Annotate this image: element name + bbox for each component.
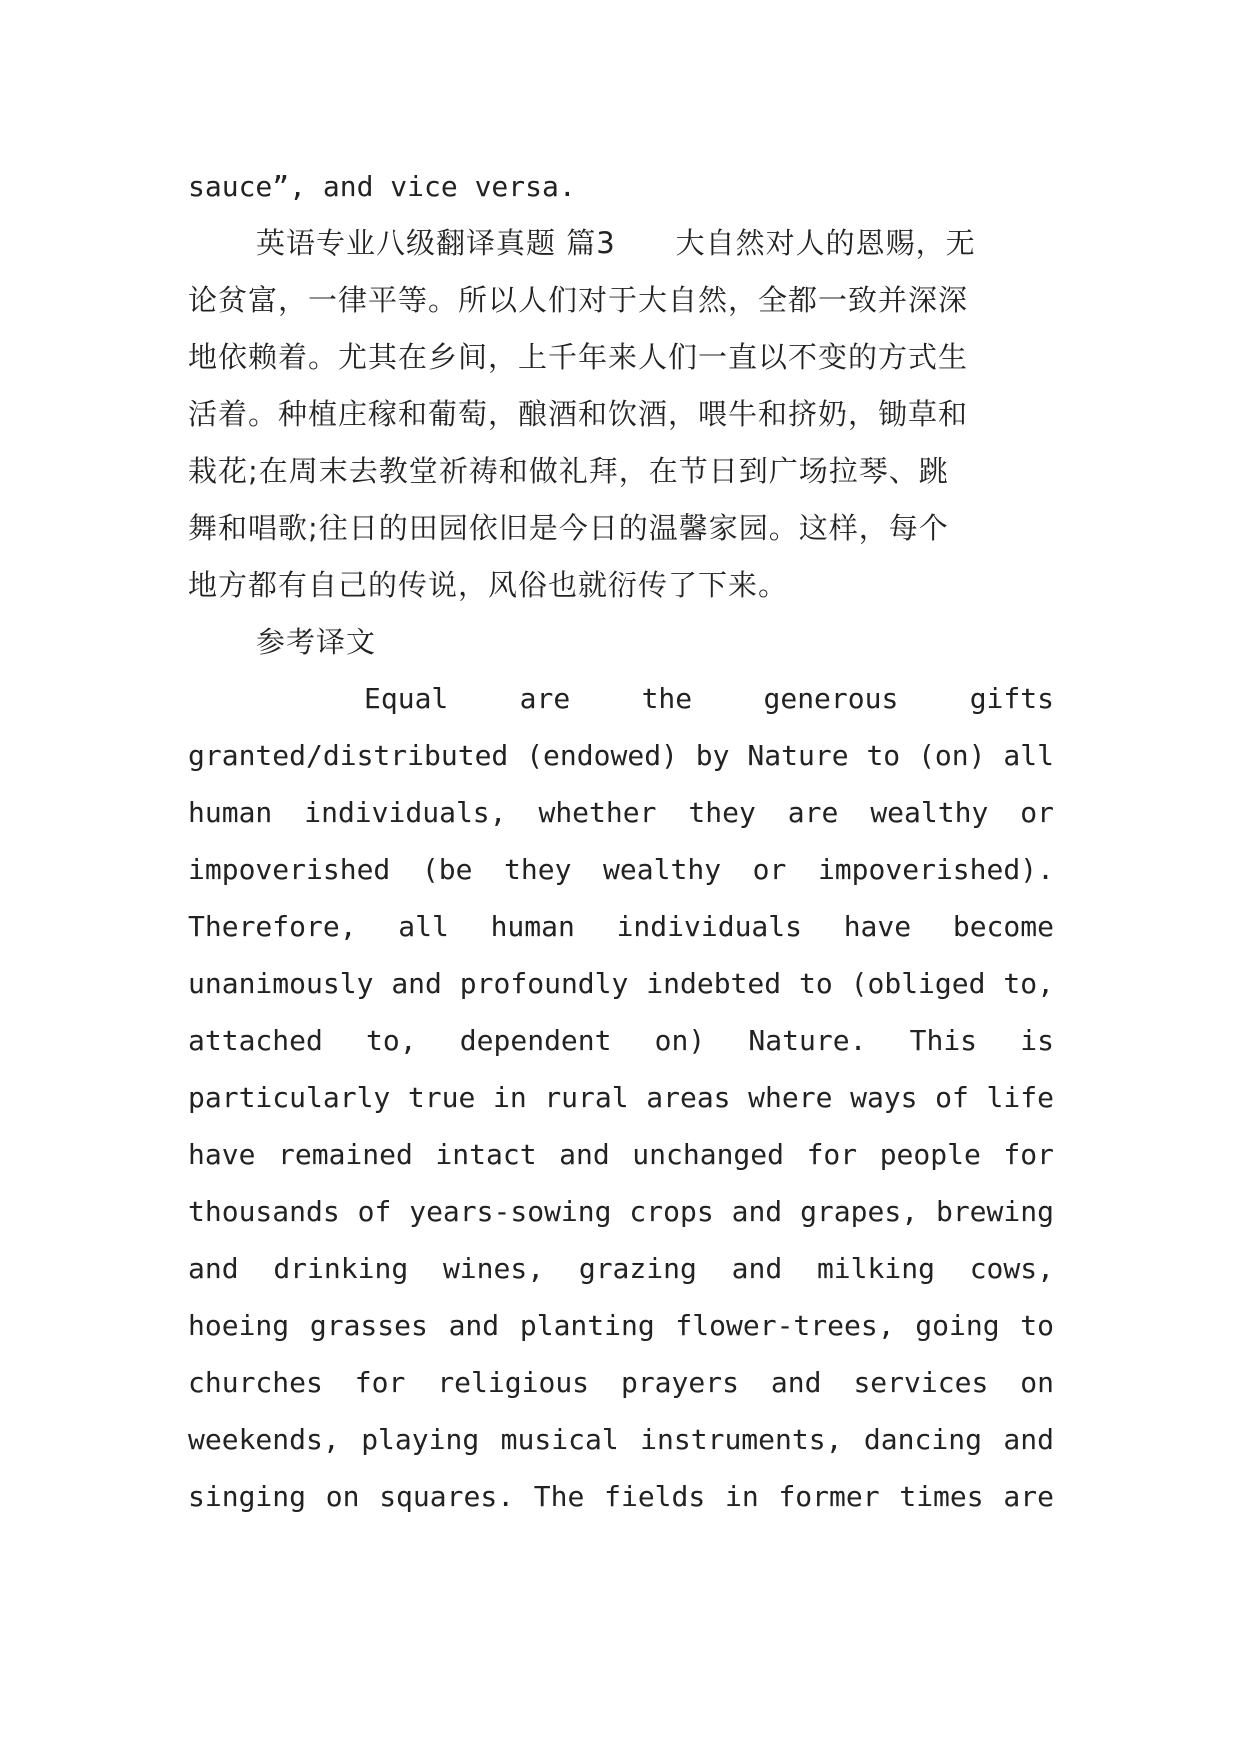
word: wines, [442, 1252, 545, 1285]
word: Nature [747, 739, 849, 772]
word: and [559, 1138, 610, 1171]
word: planting [519, 1309, 655, 1342]
word: and [770, 1366, 822, 1399]
word: on [325, 1480, 360, 1513]
translation-line-1 [188, 670, 1054, 728]
word: times [899, 1480, 984, 1513]
word: going [915, 1309, 1000, 1342]
word: individuals [616, 910, 802, 943]
word: dependent [459, 1024, 612, 1057]
word: the [641, 682, 693, 715]
word: unanimously [188, 967, 374, 1000]
word: in [725, 1480, 759, 1513]
word: areas [646, 1081, 731, 1114]
word: human [490, 910, 575, 943]
word: services [853, 1366, 989, 1399]
word: unchanged [632, 1138, 784, 1171]
word: Therefore, [188, 910, 357, 943]
word: (obliged [850, 967, 986, 1000]
word: of [357, 1195, 392, 1228]
word: weekends, [188, 1423, 340, 1456]
word: cows, [969, 1252, 1054, 1285]
reference-translation-heading: 参考译文 [256, 625, 377, 659]
word: wealthy [603, 853, 722, 886]
word: are [519, 682, 571, 715]
translation-line-7 [188, 1012, 1054, 1070]
word: remained [278, 1138, 413, 1171]
word: individuals, [304, 796, 507, 829]
text-line-4: 地依赖着。尤其在乡间，上千年来人们一直以不变的方式生 [188, 340, 969, 374]
word: grazing [578, 1252, 697, 1285]
word: have [188, 1138, 256, 1171]
translation-line-14 [188, 1411, 1054, 1469]
word: human [188, 796, 273, 829]
word: religious [437, 1366, 590, 1399]
word: are [1003, 1480, 1054, 1513]
word: to [866, 739, 901, 772]
word: true [407, 1081, 476, 1114]
word: wealthy [870, 796, 989, 829]
word: to [1020, 1309, 1054, 1342]
word: singing [188, 1480, 307, 1513]
word: to, [1003, 967, 1054, 1000]
word: people [879, 1138, 981, 1171]
word: dancing [863, 1423, 982, 1456]
word: they [504, 853, 572, 886]
word: crops [629, 1195, 714, 1228]
word: and [391, 967, 442, 1000]
word: impoverished). [817, 853, 1054, 886]
translation-line-13 [188, 1354, 1054, 1412]
word: brewing [935, 1195, 1054, 1228]
word: they [688, 796, 756, 829]
word: instruments, [640, 1423, 843, 1456]
word: squares. [379, 1480, 515, 1513]
word: and [731, 1252, 783, 1285]
word: indebted [646, 967, 782, 1000]
translation-line-3 [188, 784, 1054, 842]
word: The [533, 1480, 585, 1513]
word: profoundly [459, 967, 629, 1000]
word: for [1003, 1138, 1054, 1171]
word: musical [500, 1423, 619, 1456]
translation-line-10 [188, 1183, 1054, 1241]
text-line-6: 栽花;在周末去教堂祈祷和做礼拜，在节日到广场拉琴、跳 [188, 454, 949, 488]
word: and [448, 1309, 500, 1342]
word: of [935, 1081, 969, 1114]
word: granted/distributed [188, 739, 509, 772]
translation-line-4 [188, 841, 1054, 899]
translation-line-8 [188, 1069, 1054, 1127]
word: to, [366, 1024, 417, 1057]
word: hoeing [188, 1309, 290, 1342]
translation-line-9 [188, 1126, 1054, 1184]
word: playing [361, 1423, 480, 1456]
word: on) [654, 1024, 706, 1057]
word: in [492, 1081, 527, 1114]
word: thousands [188, 1195, 340, 1228]
text-line-3: 论贫富，一律平等。所以人们对于大自然，全都一致并深深 [188, 283, 969, 317]
word: by [695, 739, 730, 772]
text-line-5: 活着。种植庄稼和葡萄，酿酒和饮酒，喂牛和挤奶，锄草和 [188, 397, 969, 431]
word: (on) [918, 739, 986, 772]
word: grasses [309, 1309, 428, 1342]
translation-line-11 [188, 1240, 1054, 1298]
word: all [398, 910, 449, 943]
word: is [1020, 1024, 1054, 1057]
translation-line-5 [188, 898, 1054, 956]
word: (endowed) [526, 739, 678, 772]
word: life [986, 1081, 1054, 1114]
word: and [188, 1252, 239, 1285]
word: have [843, 910, 912, 943]
word: gifts [969, 682, 1054, 715]
word: years-sowing [409, 1195, 612, 1228]
word: for [806, 1138, 858, 1171]
section-heading-line: 英语专业八级翻译真题 篇3 大自然对人的恩赐，无 [256, 226, 976, 260]
word: milking [816, 1252, 935, 1285]
word: flower-trees, [675, 1309, 895, 1342]
word: generous [763, 682, 899, 715]
word: and [1003, 1423, 1054, 1456]
word: for [354, 1366, 406, 1399]
word: Equal [364, 682, 449, 715]
word: are [787, 796, 839, 829]
word: and [731, 1195, 783, 1228]
word: grapes, [800, 1195, 919, 1228]
text-line-1: sauce”, and vice versa. [188, 170, 576, 203]
word: all [1003, 739, 1054, 772]
word: particularly [188, 1081, 391, 1114]
translation-line-12 [188, 1297, 1054, 1355]
word: (be [421, 853, 473, 886]
word: former [778, 1480, 880, 1513]
text-line-8: 地方都有自己的传说，风俗也就衍传了下来。 [188, 568, 789, 602]
word: to [799, 967, 833, 1000]
word: fields [604, 1480, 706, 1513]
word: ways [850, 1081, 918, 1114]
word: become [952, 910, 1054, 943]
translation-line-6 [188, 955, 1054, 1013]
word: or [752, 853, 787, 886]
word: where [748, 1081, 833, 1114]
word: drinking [273, 1252, 409, 1285]
translation-line-15 [188, 1468, 1054, 1526]
word: Nature. [748, 1024, 867, 1057]
word: rural [544, 1081, 629, 1114]
word: impoverished [188, 853, 391, 886]
word: attached [188, 1024, 323, 1057]
word: whether [538, 796, 657, 829]
word: churches [188, 1366, 323, 1399]
word: This [909, 1024, 978, 1057]
word: or [1020, 796, 1054, 829]
word: intact [435, 1138, 537, 1171]
word: prayers [620, 1366, 739, 1399]
word: on [1020, 1366, 1054, 1399]
translation-line-2 [188, 727, 1054, 785]
text-line-7: 舞和唱歌;往日的田园依旧是今日的温馨家园。这样，每个 [188, 511, 949, 545]
